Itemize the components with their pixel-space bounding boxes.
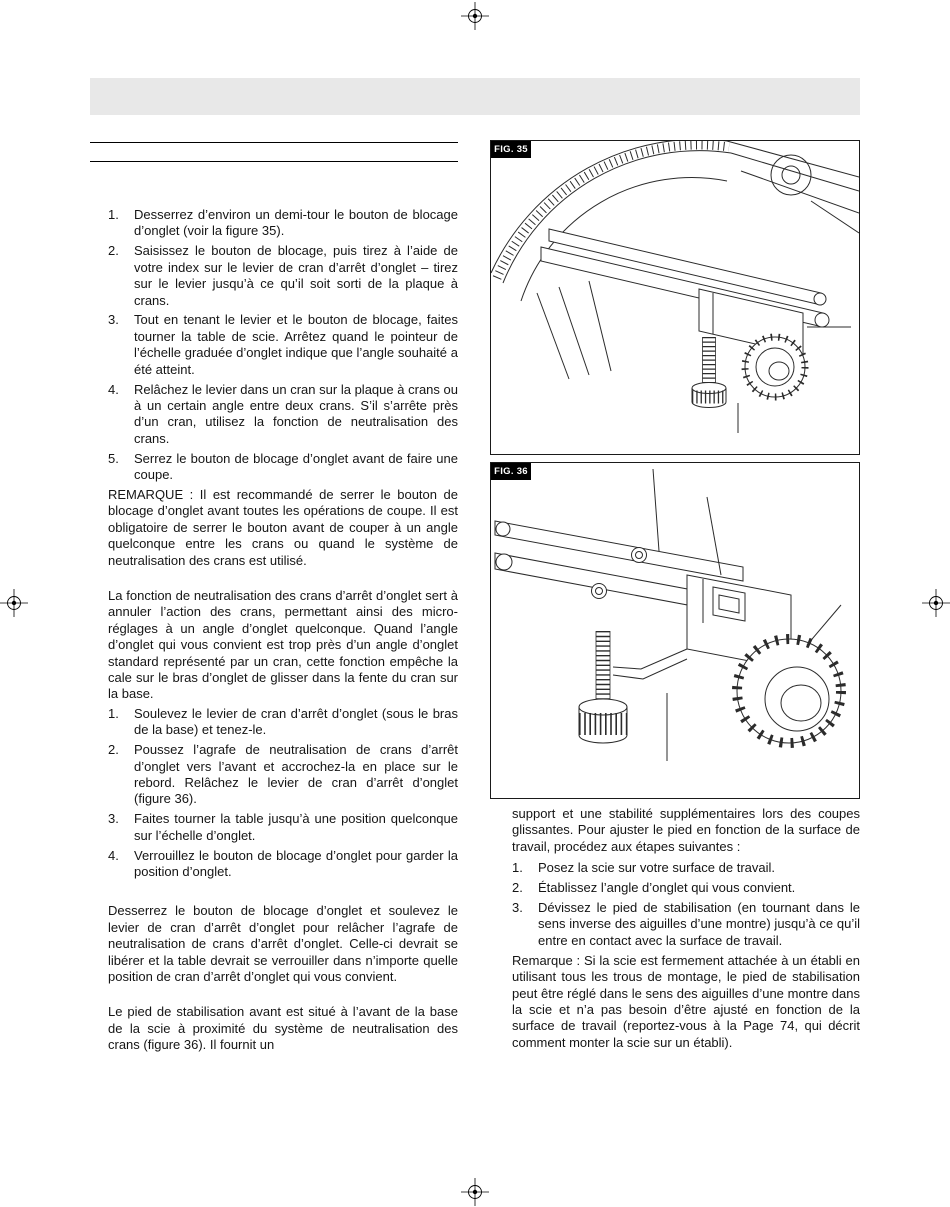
- step-number: 2.: [108, 742, 119, 758]
- figure-36-illustration: [491, 463, 859, 798]
- step-number: 3.: [108, 811, 119, 827]
- step-text: Poussez l’agrafe de neutralisation de crans d’arrêt d’onglet vers l’avant et accrochez-la en place sur le rebord. Relâchez le levier de cran d’arrêt d’onglet (figure 36).: [134, 742, 458, 807]
- step-text: Desserrez d’environ un demi-tour le bouton de blocage d’onglet (voir la figure 35).: [134, 207, 458, 239]
- step-text: Verrouillez le bouton de blocage d’onglet pour garder la position d’onglet.: [134, 847, 458, 880]
- step-number: 1.: [108, 207, 119, 222]
- left-column: [108, 207, 458, 1054]
- step-text: Dévissez le pied de stabilisation (en tournant dans le sens inverse des aiguilles d’une montre) jusqu’à ce qu’il entre en contact avec la surface de travail.: [538, 900, 860, 948]
- step-number: 4.: [108, 847, 119, 863]
- step-text: Serrez le bouton de blocage d’onglet avant de faire une coupe.: [134, 450, 458, 483]
- list-item: [108, 706, 458, 739]
- list-item: [108, 243, 458, 309]
- release-clip-paragraph: Desserrez le bouton de blocage d’onglet et soulevez le levier de cran d’arrêt d’onglet pour relâcher l’agrafe de neutralisation de crans d’arrêt d’onglet. Celle-ci devrait se libérer et la table devrait se verrouiller dans n’importe quelle position de cran d’arrêt d’onglet qui vous convient.: [108, 903, 458, 985]
- list-item: [108, 207, 458, 240]
- figure-36-label: FIG. 36: [491, 463, 531, 480]
- step-number: 3.: [108, 312, 119, 328]
- list-item: [108, 451, 458, 484]
- stabilizing-foot-paragraph: Le pied de stabilisation avant est situé à l’avant de la base de la scie à proximité du système de neutralisation des crans (figure 36). Il fournit un: [108, 1004, 458, 1053]
- note-paragraph: REMARQUE : Il est recommandé de serrer le bouton de blocage d’onglet avant toutes les opérations de coupe. Il est obligatoire de serrer le bouton avant de couper à un angle quelconque entre les crans ou quand le système de neutralisation des crans est utilisé.: [108, 487, 458, 568]
- step-number: 3.: [512, 900, 523, 916]
- step-text: Saisissez le bouton de blocage, puis tirez à l’aide de votre index sur le levier de cran d’arrêt d’onglet – tirez sur le levier jusqu’à ce qu’il soit sorti de la plaque à crans.: [134, 243, 458, 308]
- step-text: Faites tourner la table jusqu’à une position quelconque sur l’échelle d’onglet.: [134, 811, 458, 843]
- column-rule-bottom: [90, 161, 458, 162]
- list-item: [108, 742, 458, 808]
- registration-mark-top-icon: [461, 2, 489, 30]
- step-number: 5.: [108, 450, 119, 466]
- step-text: Tout en tenant le levier et le bouton de blocage, faites tourner la table de scie. Arrêtez quand le pointeur de l’échelle graduée d’onglet indique que l’angle souhaité a été atteint.: [134, 312, 458, 377]
- right-column: [512, 806, 860, 1051]
- list-item: [108, 811, 458, 844]
- list-item: [512, 880, 860, 896]
- registration-mark-bottom-icon: [461, 1178, 489, 1206]
- figure-35: [490, 140, 860, 455]
- step-text: Posez la scie sur votre surface de travail.: [538, 860, 775, 876]
- step-number: 2.: [108, 243, 119, 259]
- list-item: [108, 382, 458, 448]
- list-item: [108, 312, 458, 378]
- step-text: Établissez l’angle d’onglet qui vous convient.: [538, 880, 796, 896]
- list-item: [512, 900, 860, 949]
- support-paragraph: support et une stabilité supplémentaires lors des coupes glissantes. Pour ajuster le pied en fonction de la surface de travail, procédez aux étapes suivantes :: [512, 806, 860, 854]
- stabilizing-foot-steps-list: [512, 860, 860, 949]
- step-number: 2.: [512, 880, 523, 896]
- figure-36: [490, 462, 860, 799]
- step-number: 4.: [108, 381, 119, 397]
- step-number: 1.: [108, 705, 119, 721]
- miter-adjust-steps-list: [108, 207, 458, 484]
- column-rule-top: [90, 142, 458, 143]
- figure-35-label: FIG. 35: [491, 141, 531, 158]
- detent-override-intro-paragraph: La fonction de neutralisation des crans d’arrêt d’onglet sert à annuler l’action des crans, permettant ainsi des micro-réglages à un angle d’onglet quelconque. Quand l’angle d’onglet qui vous convient est trop près d’un angle d’onglet standard représenté par un cran, cette fonction empêche la cale sur le bras d’onglet de glisser dans la fente du cran sur la base.: [108, 588, 458, 702]
- registration-mark-left-icon: [0, 589, 28, 617]
- registration-mark-right-icon: [922, 589, 950, 617]
- step-text: Relâchez le levier dans un cran sur la plaque à crans ou à un certain angle entre deux crans. S’il s’arrête près d’un cran, utilisez la fonction de neutralisation des crans.: [134, 381, 458, 446]
- step-number: 1.: [512, 860, 523, 876]
- list-item: [108, 848, 458, 881]
- section-header-band: [90, 78, 860, 115]
- figure-35-illustration: [491, 141, 859, 454]
- bench-mount-note-paragraph: Remarque : Si la scie est fermement attachée à un établi en utilisant tous les trous de montage, le pied de stabilisation peut être réglé dans le sens des aiguilles d’une montre dans la scie et n’a pas besoin d’être ajusté en fonction de la surface de travail (reportez-vous à la Page 74, qui décrit comment monter la scie sur un établi).: [512, 952, 860, 1050]
- detent-override-steps-list: [108, 706, 458, 881]
- list-item: [512, 860, 860, 876]
- step-text: Soulevez le levier de cran d’arrêt d’onglet (sous le bras de la base) et tenez-le.: [134, 705, 458, 738]
